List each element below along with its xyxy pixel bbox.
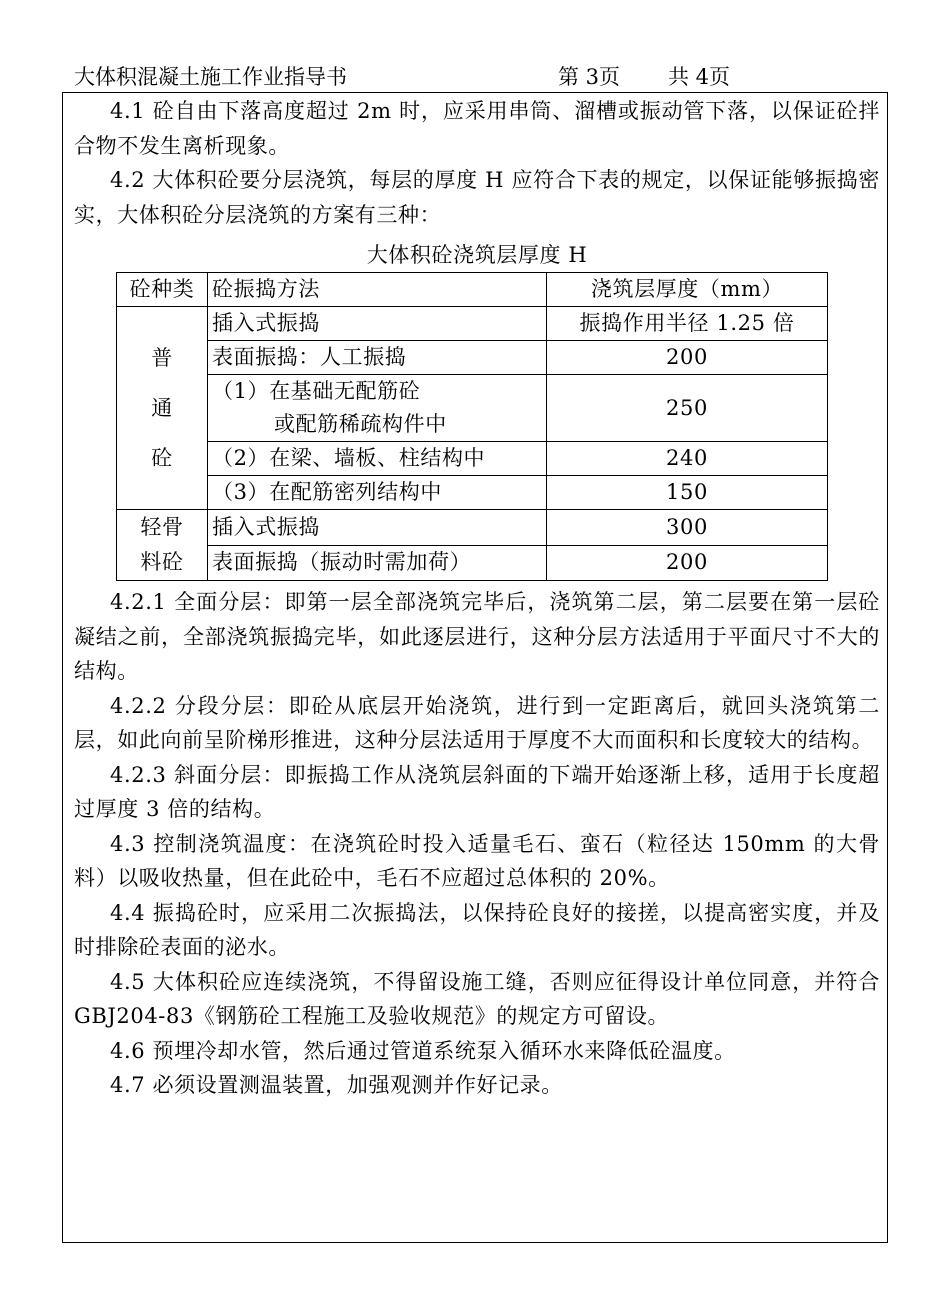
paragraph-4-5: 4.5 大体积砼应连续浇筑，不得留设施工缝，否则应征得设计单位同意，并符合 GBJ204-83《钢筋砼工程施工及验收规范》的规定方可留设。 (74, 969, 880, 1028)
paragraph-4-2-1: 4.2.1 全面分层：即第一层全部浇筑完毕后，浇筑第二层，第二层要在第一层砼凝结之前，全部浇筑振捣完毕，如此逐层进行，这种分层方法适用于平面尺寸不大的结构。 (74, 590, 880, 683)
table-title: 大体积砼浇筑层厚度 H (366, 243, 588, 267)
table-row (117, 476, 828, 510)
header-layer-thickness: 浇筑层厚度（mm） (547, 273, 828, 307)
page-number: 第 3页 (558, 65, 621, 89)
page-total: 共 4页 (668, 65, 731, 89)
paragraph-4-2-3: 4.2.3 斜面分层：即振捣工作从浇筑层斜面的下端开始逐渐上移，适用于长度超过厚度 3 倍的结构。 (74, 762, 880, 821)
thickness-cell: 振捣作用半径 1.25 倍 (547, 307, 828, 341)
paragraph-4-7: 4.7 必须设置测温装置，加强观测并作好记录。 (110, 1073, 563, 1097)
thickness-cell: 150 (547, 476, 828, 510)
method-cell: 插入式振捣 (208, 510, 547, 546)
method-text: （1）在基础无配筋砼 (212, 379, 421, 403)
thickness-cell: 200 (547, 341, 828, 375)
thickness-cell: 200 (547, 545, 828, 581)
thickness-cell: 250 (547, 375, 828, 442)
group-normal-concrete (117, 307, 208, 510)
method-cell: 表面振捣（振动时需加荷） (208, 545, 547, 581)
header-vibration-method: 砼振捣方法 (208, 273, 547, 307)
paragraph-4-2: 4.2 大体积砼要分层浇筑，每层的厚度 H 应符合下表的规定，以保证能够振捣密实，大体积砼分层浇筑的方案有三种： (74, 168, 880, 227)
thickness-cell: 240 (547, 442, 828, 476)
method-cell (208, 375, 547, 442)
method-text-continued: 或配筋稀疏构件中 (274, 412, 447, 436)
table-header-row (117, 273, 828, 307)
paragraph-4-6: 4.6 预埋冷却水管，然后通过管道系统泵入循环水来降低砼温度。 (110, 1038, 736, 1063)
table-row (117, 545, 828, 581)
group-lightweight-line1: 轻骨 (140, 515, 184, 539)
header-concrete-type: 砼种类 (117, 273, 208, 307)
table-row (117, 341, 828, 375)
table-row (117, 307, 828, 341)
method-cell: （3）在配筋密列结构中 (208, 476, 547, 510)
page-header (74, 60, 884, 94)
group-normal-line2: 通 (151, 396, 173, 420)
group-lightweight-concrete (117, 510, 208, 581)
group-normal-line1: 普 (151, 346, 173, 370)
paragraph-4-3: 4.3 控制浇筑温度：在浇筑砼时投入适量毛石、蛮石（粒径达 150mm 的大骨料）以吸收热量，但在此砼中，毛石不应超过总体积的 20%。 (74, 831, 880, 890)
paragraph-4-2-2: 4.2.2 分段分层：即砼从底层开始浇筑，进行到一定距离后，就回头浇筑第二层，如此向前呈阶梯形推进，这种分层法适用于厚度不大而面积和长度较大的结构。 (74, 693, 880, 752)
paragraph-4-1: 4.1 砼自由下落高度超过 2m 时，应采用串筒、溜槽或振动管下落，以保证砼拌合物不发生离析现象。 (74, 99, 880, 158)
document-body (74, 94, 880, 1103)
paragraph-4-4: 4.4 振捣砼时，应采用二次振捣法，以保持砼良好的接搓，以提高密实度，并及时排除砼表面的泌水。 (74, 900, 880, 959)
thickness-table (116, 272, 828, 581)
table-row (117, 510, 828, 546)
method-cell: 插入式振捣 (208, 307, 547, 341)
method-cell: （2）在梁、墙板、柱结构中 (208, 442, 547, 476)
method-cell: 表面振捣：人工振捣 (208, 341, 547, 375)
table-row (117, 442, 828, 476)
table-row (117, 375, 828, 442)
thickness-cell: 300 (547, 510, 828, 546)
group-lightweight-line2: 料砼 (140, 550, 184, 574)
document-title: 大体积混凝土施工作业指导书 (74, 65, 347, 89)
group-normal-line3: 砼 (151, 446, 173, 470)
